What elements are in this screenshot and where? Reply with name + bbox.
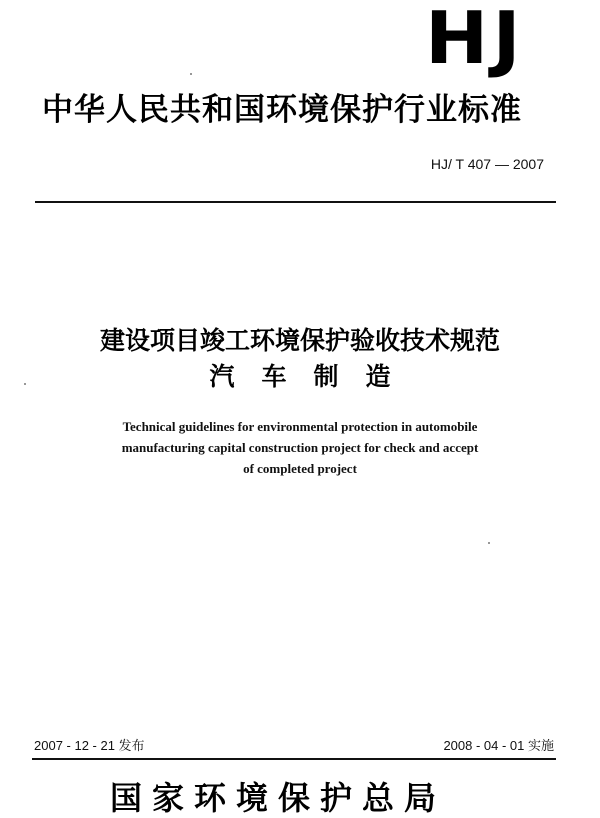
sub-title: 汽车制造 xyxy=(209,362,418,391)
header-divider xyxy=(35,201,556,203)
implement-date: 2008 - 04 - 01 实施 xyxy=(443,738,554,753)
english-title xyxy=(60,416,540,479)
main-title: 建设项目竣工环境保护验收技术规范 xyxy=(99,326,500,355)
org-title: 中华人民共和国环境保护行业标准 xyxy=(42,92,522,128)
scan-speck xyxy=(24,383,26,385)
hj-logo: HJ xyxy=(425,0,525,80)
scan-speck xyxy=(488,542,490,544)
english-title-line-3: of completed project xyxy=(243,461,357,476)
publisher: 国家环境保护总局 xyxy=(110,779,447,817)
issue-date: 2007 - 12 - 21 发布 xyxy=(34,738,145,753)
footer-divider xyxy=(32,758,556,760)
standard-number: HJ/ T 407 — 2007 xyxy=(430,156,544,172)
english-title-line-1: Technical guidelines for environmental protection in automobile xyxy=(122,419,478,434)
scan-speck xyxy=(190,73,192,75)
english-title-line-2: manufacturing capital construction project for check and accept xyxy=(121,440,479,455)
